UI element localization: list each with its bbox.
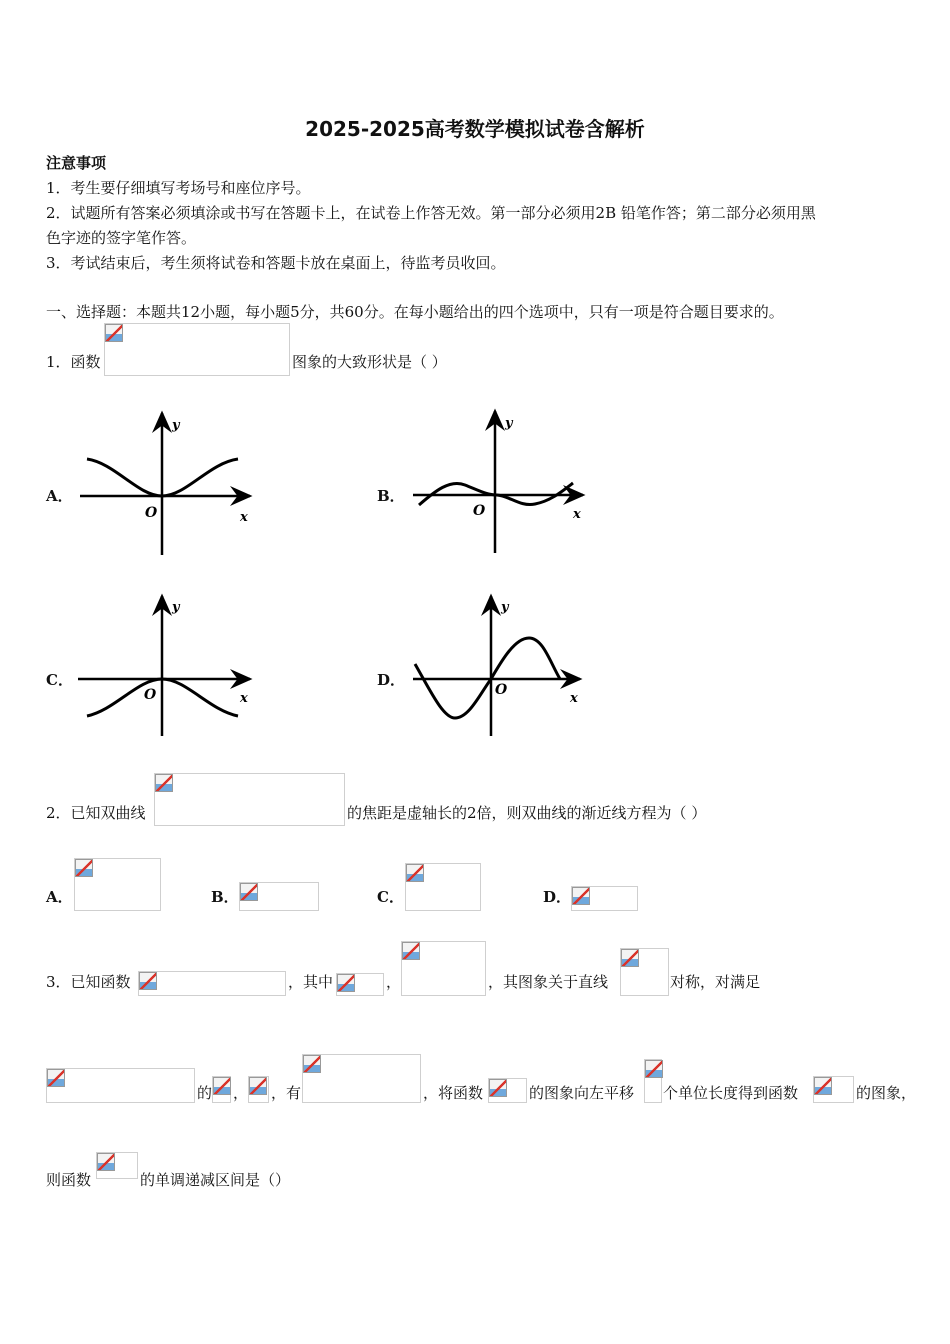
formula-image — [138, 971, 286, 996]
q1-option-label-a: A． — [46, 487, 73, 505]
axis-y-label: y — [172, 600, 180, 615]
q3-text: ， — [233, 1084, 249, 1102]
q1-option-label-d: D． — [377, 671, 406, 689]
formula-image — [401, 941, 486, 996]
q3-text: ，将函数 — [423, 1084, 484, 1102]
origin-label: O — [495, 682, 508, 698]
notice-heading: 注意事项 — [46, 154, 107, 172]
q3-text: ，其图象关于直线 — [488, 973, 609, 991]
origin-label: O — [144, 687, 157, 703]
formula-image — [644, 1059, 662, 1103]
notice-item: 3．考试结束后，考生须将试卷和答题卡放在桌面上，待监考员收回。 — [46, 254, 506, 272]
q2-option-label-c: C． — [377, 888, 404, 906]
q2-suffix: 的焦距是虚轴长的2倍，则双曲线的渐近线方程为（ ） — [347, 804, 707, 822]
graph-c — [70, 590, 270, 745]
formula-image — [813, 1076, 854, 1103]
q3-text: 对称，对满足 — [670, 973, 761, 991]
q3-text: 的单调递减区间是（） — [140, 1171, 291, 1189]
q3-text: 的图象向左平移 — [529, 1084, 635, 1102]
axis-x-label: x — [240, 510, 248, 525]
q2-option-label-d: D． — [543, 888, 572, 906]
axis-x-label: x — [240, 691, 248, 706]
formula-image — [405, 863, 481, 911]
q3-text: 的 — [197, 1084, 213, 1102]
formula-image — [248, 1076, 269, 1103]
axis-x-label: x — [570, 691, 578, 706]
q1-prefix: 1．函数 — [46, 353, 101, 371]
q3-text: ，其中 — [288, 973, 334, 991]
graph-b — [405, 405, 605, 565]
formula-image — [154, 773, 345, 826]
formula-image — [620, 948, 669, 996]
axis-y-label: y — [501, 600, 509, 615]
formula-image — [46, 1068, 195, 1103]
q1-suffix: 图象的大致形状是（ ） — [292, 353, 447, 371]
q3-text: ，有 — [271, 1084, 302, 1102]
notice-item: 1．考生要仔细填写考场号和座位序号。 — [46, 179, 311, 197]
formula-image — [74, 858, 161, 911]
axis-y-label: y — [172, 418, 180, 433]
formula-image — [336, 973, 384, 996]
section-heading: 一、选择题：本题共12小题，每小题5分，共60分。在每小题给出的四个选项中，只有一项是符合题目要求的。 — [46, 303, 784, 321]
q3-text: ， — [386, 973, 402, 991]
formula-image — [571, 886, 638, 911]
formula-image — [488, 1078, 527, 1103]
q2-option-label-a: A． — [46, 888, 73, 906]
q3-text: 的图象， — [856, 1084, 917, 1102]
q3-text: 3．已知函数 — [46, 973, 131, 991]
origin-label: O — [473, 503, 486, 519]
formula-image — [212, 1076, 231, 1103]
axis-x-label: x — [573, 507, 581, 522]
q2-option-label-b: B． — [211, 888, 239, 906]
formula-image — [302, 1054, 421, 1103]
notice-item: 色字迹的签字笔作答。 — [46, 229, 197, 247]
q3-text: 则函数 — [46, 1171, 92, 1189]
page-title: 2025-2025高考数学模拟试卷含解析 — [305, 117, 645, 141]
origin-label: O — [145, 505, 158, 521]
q1-option-label-b: B． — [377, 487, 405, 505]
formula-image — [239, 882, 319, 911]
q3-text: 个单位长度得到函数 — [663, 1084, 799, 1102]
q2-prefix: 2．已知双曲线 — [46, 804, 146, 822]
formula-image — [104, 323, 290, 376]
axis-y-label: y — [505, 416, 513, 431]
notice-item: 2．试题所有答案必须填涂或书写在答题卡上，在试卷上作答无效。第一部分必须用2B 铅笔作答；第二部分必须用黑 — [46, 204, 816, 222]
q1-option-label-c: C． — [46, 671, 73, 689]
graph-a — [70, 405, 270, 565]
graph-d — [405, 590, 605, 745]
formula-image — [96, 1152, 138, 1179]
